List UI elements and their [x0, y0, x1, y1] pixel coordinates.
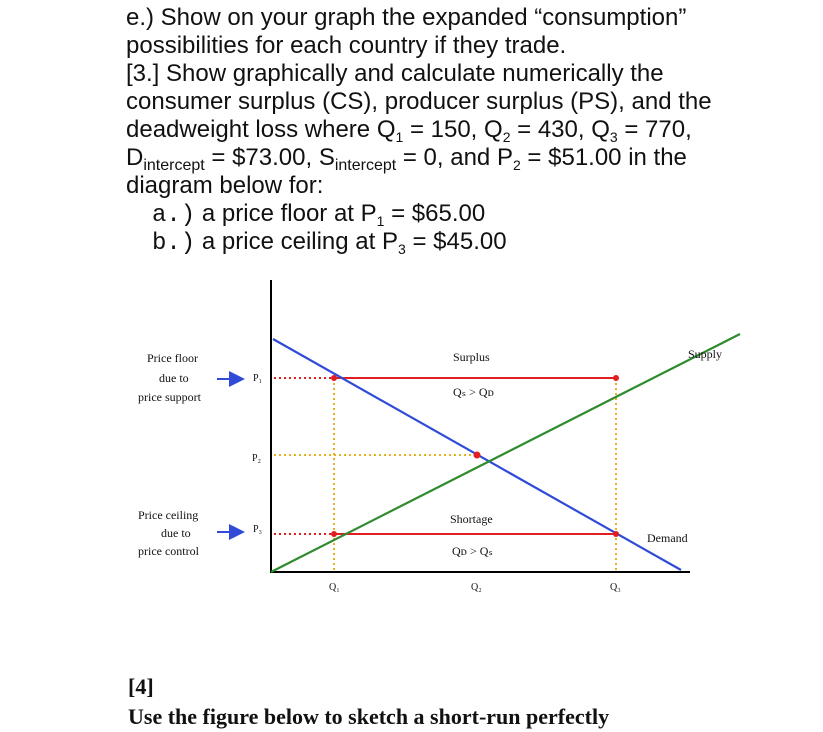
- ceiling-demand-point: [613, 531, 619, 537]
- part-a-value: = $65.00: [384, 200, 486, 227]
- equilibrium-point: [474, 452, 481, 459]
- question-4: [128, 672, 609, 732]
- p2-value: = $51.00 in the: [520, 144, 687, 171]
- part-b-value: = $45.00: [405, 228, 507, 255]
- shortage-condition: Qᴅ > Qₛ: [452, 544, 493, 558]
- q2-value: = 430, Q: [510, 116, 610, 143]
- q2-label: Q₂: [471, 582, 482, 593]
- floor-supply-point: [613, 375, 619, 381]
- part-b-subscript: 3: [398, 241, 406, 257]
- q1-label: Q₁: [329, 582, 340, 593]
- p3-label: P₃: [253, 524, 263, 535]
- q3-label: Q₃: [610, 582, 621, 593]
- price-floor-label-3: price support: [138, 390, 201, 404]
- d-letter: D: [126, 144, 144, 171]
- surplus-condition: Qₛ > Qᴅ: [453, 385, 494, 399]
- question-4-number: [4]: [128, 674, 154, 699]
- question-3-line-2: consumer surplus (CS), producer surplus (PS), and the: [126, 88, 712, 115]
- s-subscript: intercept: [334, 157, 397, 174]
- q1-value: = 150, Q: [403, 116, 503, 143]
- q1-subscript: 1: [395, 129, 404, 145]
- question-3-line-4: [126, 144, 806, 172]
- q2-subscript: 2: [502, 129, 511, 145]
- part-b: [126, 228, 806, 256]
- question-3-line-1-text: Show graphically and calculate numerically the: [159, 60, 664, 87]
- price-ceiling-label-3: price control: [138, 544, 199, 558]
- floor-demand-point: [331, 375, 337, 381]
- question-e-line-2: possibilities for each country if they trade.: [126, 32, 567, 59]
- question-3-number: [3.]: [126, 60, 160, 87]
- question-e-line-1: e.) Show on your graph the expanded “consumption”: [126, 4, 687, 31]
- price-ceiling-label-1: Price ceiling: [138, 508, 199, 522]
- s-value: = 0, and P: [396, 144, 513, 171]
- surplus-label: Surplus: [453, 350, 490, 364]
- d-subscript: intercept: [143, 157, 205, 174]
- question-3-line-3: [126, 116, 806, 144]
- question-3-line-5: diagram below for:: [126, 172, 324, 199]
- part-b-text: a price ceiling at P: [195, 228, 398, 255]
- part-a: [126, 200, 806, 228]
- question-text: [126, 4, 806, 256]
- question-3-line-1: [126, 60, 806, 88]
- price-floor-label-1: Price floor: [147, 351, 198, 365]
- p1-label: P₁: [253, 373, 263, 384]
- part-a-text: a price floor at P: [195, 200, 377, 227]
- q3-value: = 770,: [617, 116, 692, 143]
- ceiling-supply-point: [331, 531, 337, 537]
- shortage-label: Shortage: [450, 512, 493, 526]
- part-a-subscript: 1: [376, 213, 385, 229]
- part-b-label: b.): [152, 230, 196, 257]
- price-floor-label-2: due to: [159, 371, 189, 385]
- p2-subscript: 2: [512, 157, 521, 173]
- p2-label: P₂: [252, 453, 262, 464]
- supply-demand-diagram: [0, 270, 823, 610]
- line3-prefix: deadweight loss where Q: [126, 116, 396, 143]
- demand-label: Demand: [647, 531, 688, 545]
- question-4-text: Use the figure below to sketch a short-run perfectly: [128, 704, 610, 729]
- supply-label: Supply: [688, 347, 723, 361]
- d-value: = $73.00, S: [204, 144, 335, 171]
- part-a-label: a.): [152, 202, 196, 229]
- q3-subscript: 3: [609, 129, 618, 145]
- price-ceiling-label-2: due to: [161, 526, 191, 540]
